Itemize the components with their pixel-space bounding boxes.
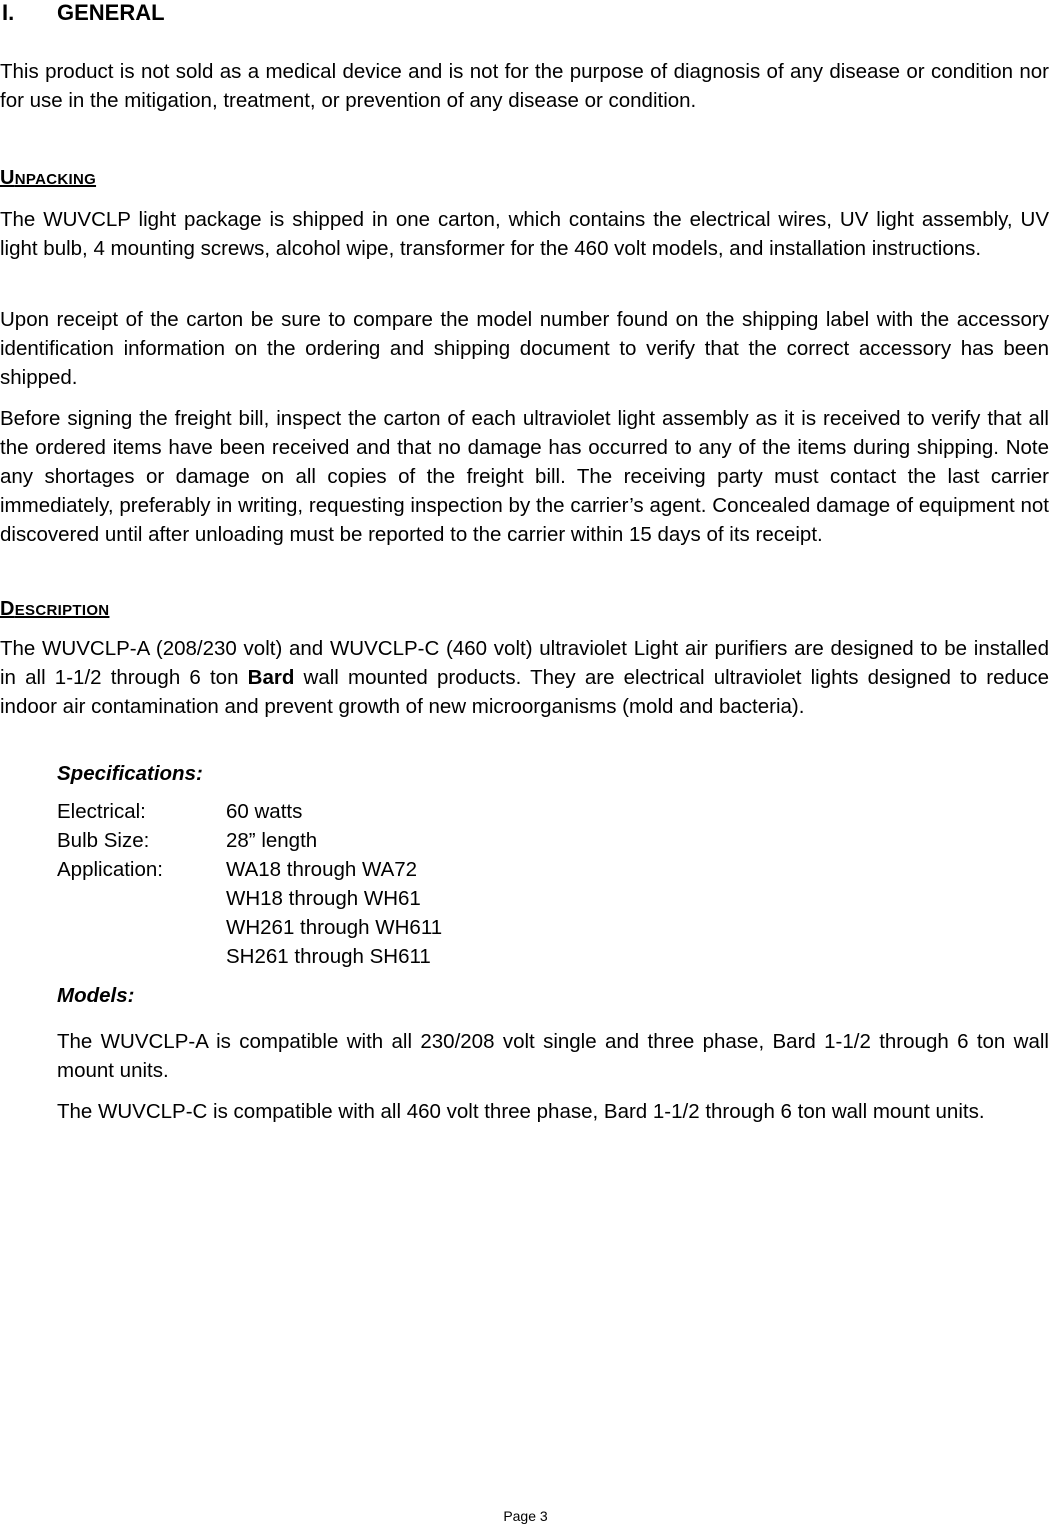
page-number: Page 3 (503, 1508, 548, 1524)
specifications-heading: Specifications: (57, 762, 203, 785)
spec-value: WH18 through WH61 (226, 887, 421, 910)
unpacking-paragraph-3: Before signing the freight bill, inspect the carton of each ultraviolet light assembly as it is received to verify that all the ordered items have been received and that no damage has occurred to any of the items during shipping. Note any shortages or damage on all copies of the freight bill. The receiving party must contact the last carrier immediately, preferably in writing, requesting inspection by the carrier’s agent. Concealed damage of equipment not discovered until after unloading must be reported to the carrier within 15 days of its receipt. (0, 407, 1049, 546)
spec-value: 60 watts (226, 800, 303, 823)
section-number: I. (2, 0, 15, 25)
unpacking-paragraph-1: The WUVCLP light package is shipped in one carton, which contains the electrical wires, UV light assembly, UV light bulb, 4 mounting screws, alcohol wipe, transformer for the 460 volt models, and installation instructions. (0, 208, 1049, 260)
description-paragraph: The WUVCLP-A (208/230 volt) and WUVCLP-C (460 volt) ultraviolet Light air purifiers are designed to be installed in all 1-1/2 through 6 ton Bard wall mounted products. They are electrical ultraviolet lights designed to reduce indoor air contamination and prevent growth of new microorganisms (mold and bacteria). (0, 637, 1049, 718)
spec-label: Bulb Size: (57, 829, 150, 852)
section-title: GENERAL (57, 0, 165, 25)
models-heading: Models: (57, 984, 135, 1007)
brand-name: Bard (247, 666, 295, 689)
section-heading (2, 0, 165, 26)
spec-value: WA18 through WA72 (226, 858, 418, 881)
unpacking-paragraph-2: Upon receipt of the carton be sure to compare the model number found on the shipping label with the accessory identification information on the ordering and shipping document to verify that the correct accessory has been shipped. (0, 308, 1049, 389)
unpacking-heading: UNPACKING (0, 167, 97, 189)
description-heading: DESCRIPTION (0, 598, 110, 620)
spec-value: SH261 through SH611 (226, 945, 431, 968)
spec-label: Electrical: (57, 800, 146, 823)
spec-label: Application: (57, 858, 163, 881)
intro-paragraph: This product is not sold as a medical device and is not for the purpose of diagnosis of any disease or condition nor for use in the mitigation, treatment, or prevention of any disease or condition. (0, 60, 1049, 112)
models-paragraph-1: The WUVCLP-A is compatible with all 230/208 volt single and three phase, Bard 1-1/2 through 6 ton wall mount units. (57, 1030, 1049, 1082)
models-paragraph-2: The WUVCLP-C is compatible with all 460 volt three phase, Bard 1-1/2 through 6 ton wall mount units. (57, 1100, 985, 1123)
spec-value: WH261 through WH611 (226, 916, 443, 939)
spec-value: 28” length (226, 829, 318, 852)
